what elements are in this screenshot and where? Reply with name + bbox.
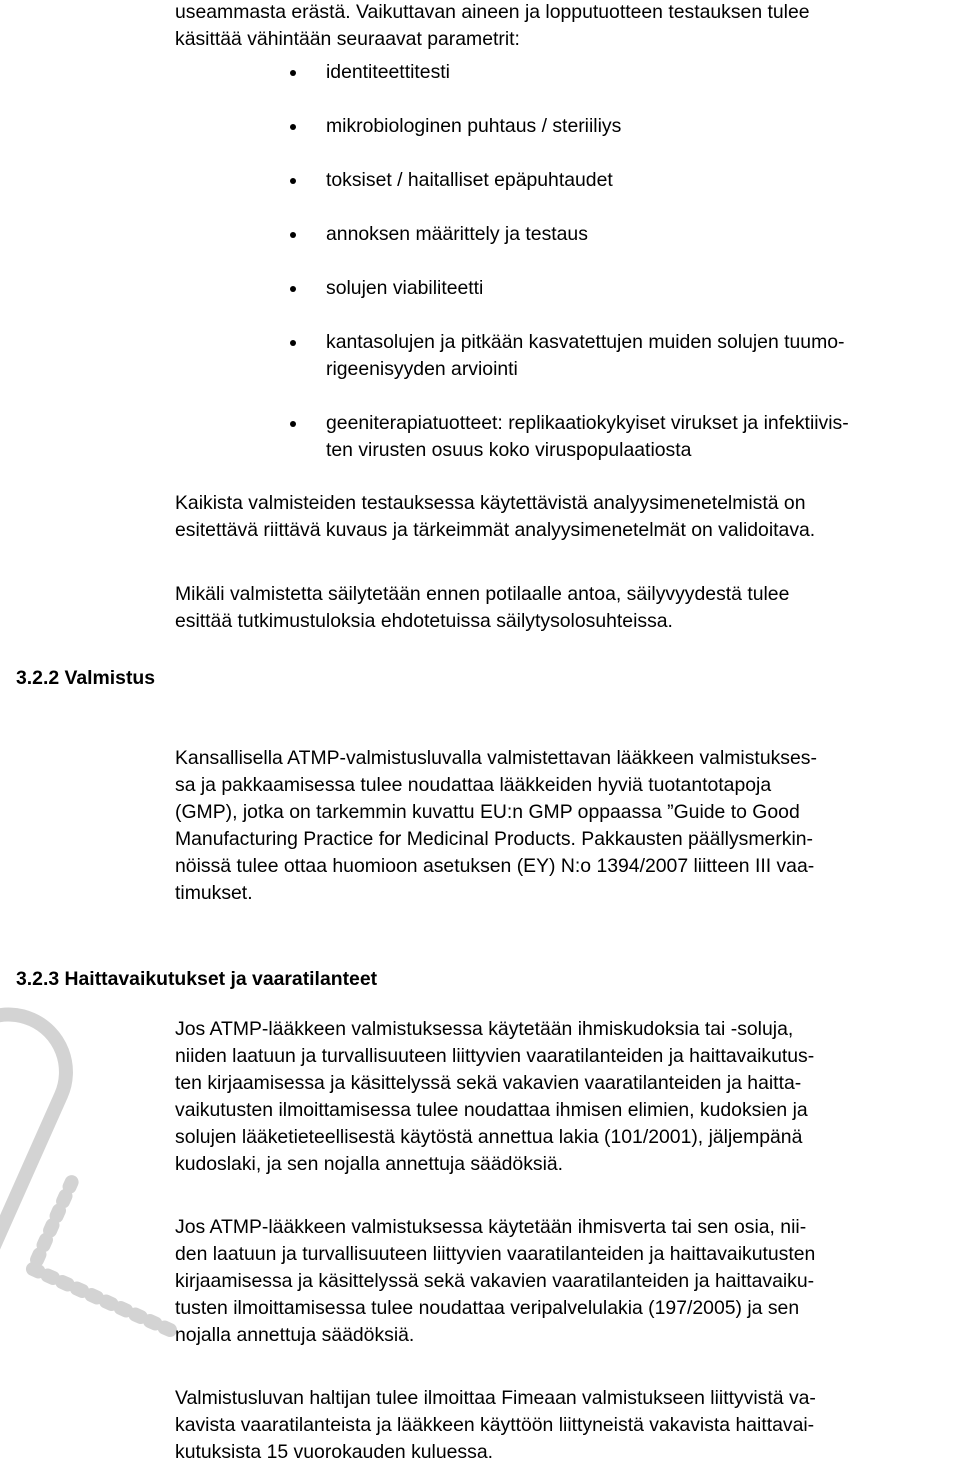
paragraph-blood-line: den laatuun ja turvallisuuteen liittyvien vaaratilanteiden ja haittavaikutusten bbox=[175, 1243, 816, 1265]
intro-line-1: useammasta erästä. Vaikuttavan aineen ja lopputuotteen testauksen tulee bbox=[175, 1, 810, 23]
bullet-icon bbox=[290, 286, 296, 292]
paragraph-valmistus-line: nöissä tulee ottaa huomioon asetuksen (EY) N:o 1394/2007 liitteen III vaa- bbox=[175, 855, 815, 877]
list-item: mikrobiologinen puhtaus / steriiliys bbox=[326, 115, 622, 137]
list-item-continuation: rigeenisyyden arviointi bbox=[326, 358, 518, 380]
paragraph-tissue-line: niiden laatuun ja turvallisuuteen liittyvien vaaratilanteiden ja haittavaikutus- bbox=[175, 1045, 815, 1067]
intro-line-2: käsittää vähintään seuraavat parametrit: bbox=[175, 28, 520, 50]
paragraph-blood-line: tusten ilmoittamisessa tulee noudattaa veripalvelulakia (197/2005) ja sen bbox=[175, 1297, 800, 1319]
paragraph-fimea-line: kavista vaaratilanteista ja lääkkeen käyttöön liittyneistä vakavista haittavai- bbox=[175, 1414, 815, 1436]
paragraph-tissue-line: ten kirjaamisessa ja käsittelyssä sekä vakavien vaaratilanteiden ja haitta- bbox=[175, 1072, 802, 1094]
list-item: solujen viabiliteetti bbox=[326, 277, 484, 299]
paragraph-analysis-line: Kaikista valmisteiden testauksessa käytettävistä analyysimenetelmistä on bbox=[175, 492, 806, 514]
bullet-icon bbox=[290, 70, 296, 76]
paragraph-tissue-line: kudoslaki, ja sen nojalla annettuja säädöksiä. bbox=[175, 1153, 564, 1175]
section-heading-valmistus: 3.2.2 Valmistus bbox=[16, 667, 156, 689]
bullet-icon bbox=[290, 124, 296, 130]
paragraph-storage-line: Mikäli valmistetta säilytetään ennen potilaalle antoa, säilyvyydestä tulee bbox=[175, 583, 790, 605]
list-item: toksiset / haitalliset epäpuhtaudet bbox=[326, 169, 613, 191]
bullet-icon bbox=[290, 340, 296, 346]
paragraph-storage-line: esittää tutkimustuloksia ehdotetuissa säilytysolosuhteissa. bbox=[175, 610, 673, 632]
paragraph-tissue-line: solujen lääketieteellisestä käytöstä annettua lakia (101/2001), jäljempänä bbox=[175, 1126, 803, 1148]
paragraph-valmistus-line: Manufacturing Practice for Medicinal Products. Pakkausten päällysmerkin- bbox=[175, 828, 814, 850]
paragraph-fimea-line: Valmistusluvan haltijan tulee ilmoittaa Fimeaan valmistukseen liittyvistä va- bbox=[175, 1387, 816, 1409]
paragraph-tissue-line: vaikutusten ilmoittamisessa tulee noudattaa ihmisen elimien, kudoksien ja bbox=[175, 1099, 808, 1121]
paragraph-tissue-line: Jos ATMP-lääkkeen valmistuksessa käytetään ihmiskudoksia tai -soluja, bbox=[175, 1018, 794, 1040]
list-item: identiteettitesti bbox=[326, 61, 450, 83]
list-item: annoksen määrittely ja testaus bbox=[326, 223, 588, 245]
paragraph-fimea-line: kutuksista 15 vuorokauden kuluessa. bbox=[175, 1441, 493, 1463]
bullet-icon bbox=[290, 232, 296, 238]
list-item: geeniterapiatuotteet: replikaatiokykyiset virukset ja infektiivis- bbox=[326, 412, 849, 434]
list-item: kantasolujen ja pitkään kasvatettujen muiden solujen tuumo- bbox=[326, 331, 845, 353]
section-heading-haittavaikutukset: 3.2.3 Haittavaikutukset ja vaaratilanteet bbox=[16, 968, 378, 990]
paragraph-valmistus-line: Kansallisella ATMP-valmistusluvalla valmistettavan lääkkeen valmistukses- bbox=[175, 747, 817, 769]
paragraph-analysis-line: esitettävä riittävä kuvaus ja tärkeimmät analyysimenetelmät on validoitava. bbox=[175, 519, 816, 541]
paragraph-blood-line: kirjaamisessa ja käsittelyssä sekä vakavien vaaratilanteiden ja haittavaiku- bbox=[175, 1270, 815, 1292]
bullet-icon bbox=[290, 421, 296, 427]
paragraph-valmistus-line: (GMP), jotka on tarkemmin kuvattu EU:n GMP oppaassa ”Guide to Good bbox=[175, 801, 800, 823]
paragraph-blood-line: Jos ATMP-lääkkeen valmistuksessa käytetään ihmisverta tai sen osia, nii- bbox=[175, 1216, 807, 1238]
bullet-icon bbox=[290, 178, 296, 184]
list-item-continuation: ten virusten osuus koko viruspopulaatiosta bbox=[326, 439, 692, 461]
paragraph-valmistus-line: timukset. bbox=[175, 882, 253, 904]
paragraph-valmistus-line: sa ja pakkaamisessa tulee noudattaa lääkkeiden hyviä tuotantotapoja bbox=[175, 774, 772, 796]
paragraph-blood-line: nojalla annettuja säädöksiä. bbox=[175, 1324, 415, 1346]
